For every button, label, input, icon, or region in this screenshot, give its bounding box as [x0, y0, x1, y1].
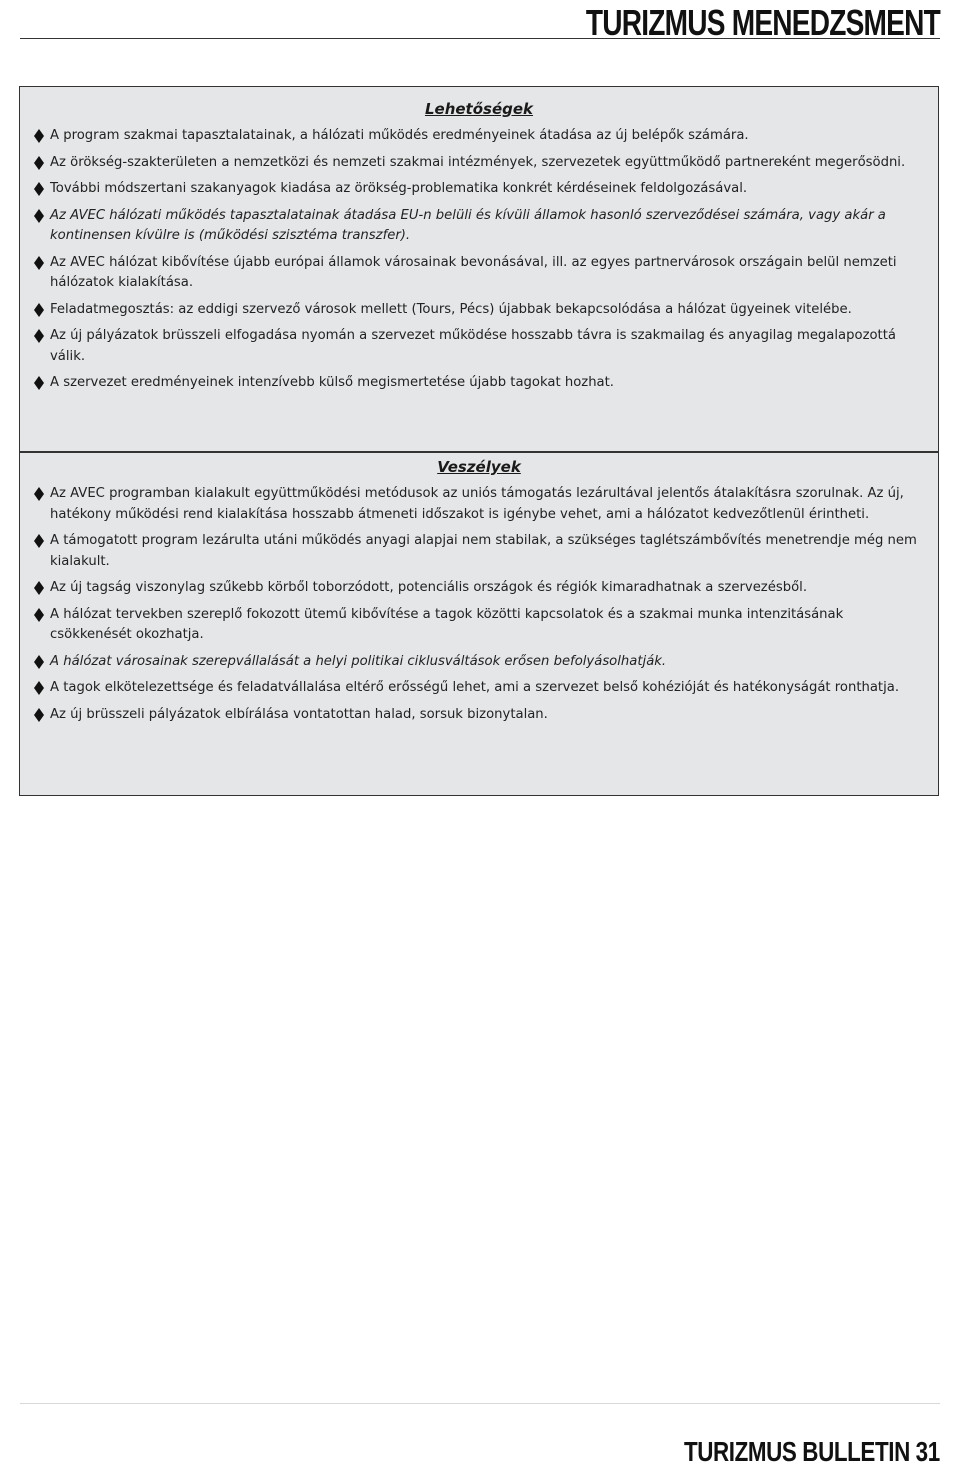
diamond-bullet-icon	[34, 303, 44, 317]
diamond-bullet-icon	[34, 608, 44, 622]
threats-list	[20, 484, 938, 725]
diamond-bullet-icon	[34, 129, 44, 143]
list-item	[50, 578, 924, 599]
list-item	[50, 300, 924, 321]
diamond-bullet-icon	[34, 256, 44, 270]
list-item-text: A támogatott program lezárulta utáni működés anyagi alapjai nem stabilak, a szükséges taglétszámbővítés menetrendje még nem kialakult.	[50, 533, 917, 569]
list-item-text: Az AVEC hálózati működés tapasztalatainak átadása EU-n belüli és kívüli államok hasonló szerveződései számára, vagy akár a kontinensen kívülre is (működési szisztéma transzfer).	[50, 207, 886, 243]
list-item	[50, 605, 924, 646]
list-item-text: A szervezet eredményeinek intenzívebb külső megismertetése újabb tagokat hozhat.	[50, 375, 614, 390]
footer-rule	[20, 1403, 940, 1404]
list-item	[50, 531, 924, 572]
list-item	[50, 484, 924, 525]
diamond-bullet-icon	[34, 487, 44, 501]
opportunities-list	[20, 126, 938, 394]
list-item-text: Az új pályázatok brüsszeli elfogadása nyomán a szervezet működése hosszabb távra is szakmailag és anyagilag megalapozottá válik.	[50, 328, 896, 364]
list-item	[50, 126, 924, 147]
opportunities-title: Lehetőségek	[424, 100, 534, 118]
list-item	[50, 179, 924, 200]
header-rule	[20, 38, 940, 39]
page-footer-title: TURIZMUS BULLETIN 31	[684, 1436, 940, 1467]
diamond-bullet-icon	[34, 534, 44, 548]
page-header-title: TURIZMUS MENEDZSMENT	[585, 2, 940, 43]
list-item	[50, 373, 924, 394]
list-item-text: A hálózat tervekben szereplő fokozott ütemű kibővítése a tagok közötti kapcsolatok és a szakmai munka intenzitásának csökkenését okozhatja.	[50, 606, 844, 642]
list-item	[50, 153, 924, 174]
diamond-bullet-icon	[34, 655, 44, 669]
diamond-bullet-icon	[34, 681, 44, 695]
diamond-bullet-icon	[34, 376, 44, 390]
list-item-text: A tagok elkötelezettsége és feladatvállalása eltérő erősségű lehet, ami a szervezet belső kohézióját és hatékonyságát ronthatja.	[50, 680, 900, 695]
diamond-bullet-icon	[34, 581, 44, 595]
list-item-text: Az örökség-szakterületen a nemzetközi és nemzeti szakmai intézmények, szervezetek együttműködő partnereként megerősödni.	[50, 154, 906, 170]
list-item-text: Az új brüsszeli pályázatok elbírálása vontatottan halad, sorsuk bizonytalan.	[50, 706, 548, 722]
diamond-bullet-icon	[34, 329, 44, 343]
threats-panel	[19, 452, 939, 796]
diamond-bullet-icon	[34, 209, 44, 223]
list-item	[50, 705, 924, 726]
threats-title: Veszélyek	[437, 458, 521, 476]
diamond-bullet-icon	[34, 182, 44, 196]
list-item-text: Feladatmegosztás: az eddigi szervező városok mellett (Tours, Pécs) újabbak bekapcsolódása a hálózat ügyeinek vitelébe.	[50, 301, 852, 317]
list-item-text: A hálózat városainak szerepvállalását a helyi politikai ciklusváltások erősen befolyásolhatják.	[50, 653, 667, 669]
list-item-text: További módszertani szakanyagok kiadása az örökség-problematika konkrét kérdéseinek feldolgozásával.	[50, 181, 748, 196]
opportunities-panel	[19, 86, 939, 452]
list-item-text: Az AVEC programban kialakult együttműködési metódusok az uniós támogatás lezárultával jelentős átalakításra szorulnak. Az új, hatékony működési rend kialakítása hosszabb átmeneti időszakot is igénybe vehet, ami a hálózatot kedvezőtlenül érintheti.	[50, 486, 904, 522]
list-item-text: Az AVEC hálózat kibővítése újabb európai államok városainak bevonásával, ill. az egyes partnervárosok országain belül nemzeti hálózatok kialakítása.	[50, 254, 897, 290]
list-item	[50, 326, 924, 367]
list-item-text: A program szakmai tapasztalatainak, a hálózati működés eredményeinek átadása az új belépők számára.	[50, 128, 749, 143]
list-item	[50, 253, 924, 294]
diamond-bullet-icon	[34, 156, 44, 170]
list-item-text: Az új tagság viszonylag szűkebb körből toborzódott, potenciális országok és régiók kimaradhatnak a szervezésből.	[50, 580, 808, 595]
list-item	[50, 206, 924, 247]
diamond-bullet-icon	[34, 708, 44, 722]
list-item	[50, 652, 924, 673]
list-item	[50, 678, 924, 699]
